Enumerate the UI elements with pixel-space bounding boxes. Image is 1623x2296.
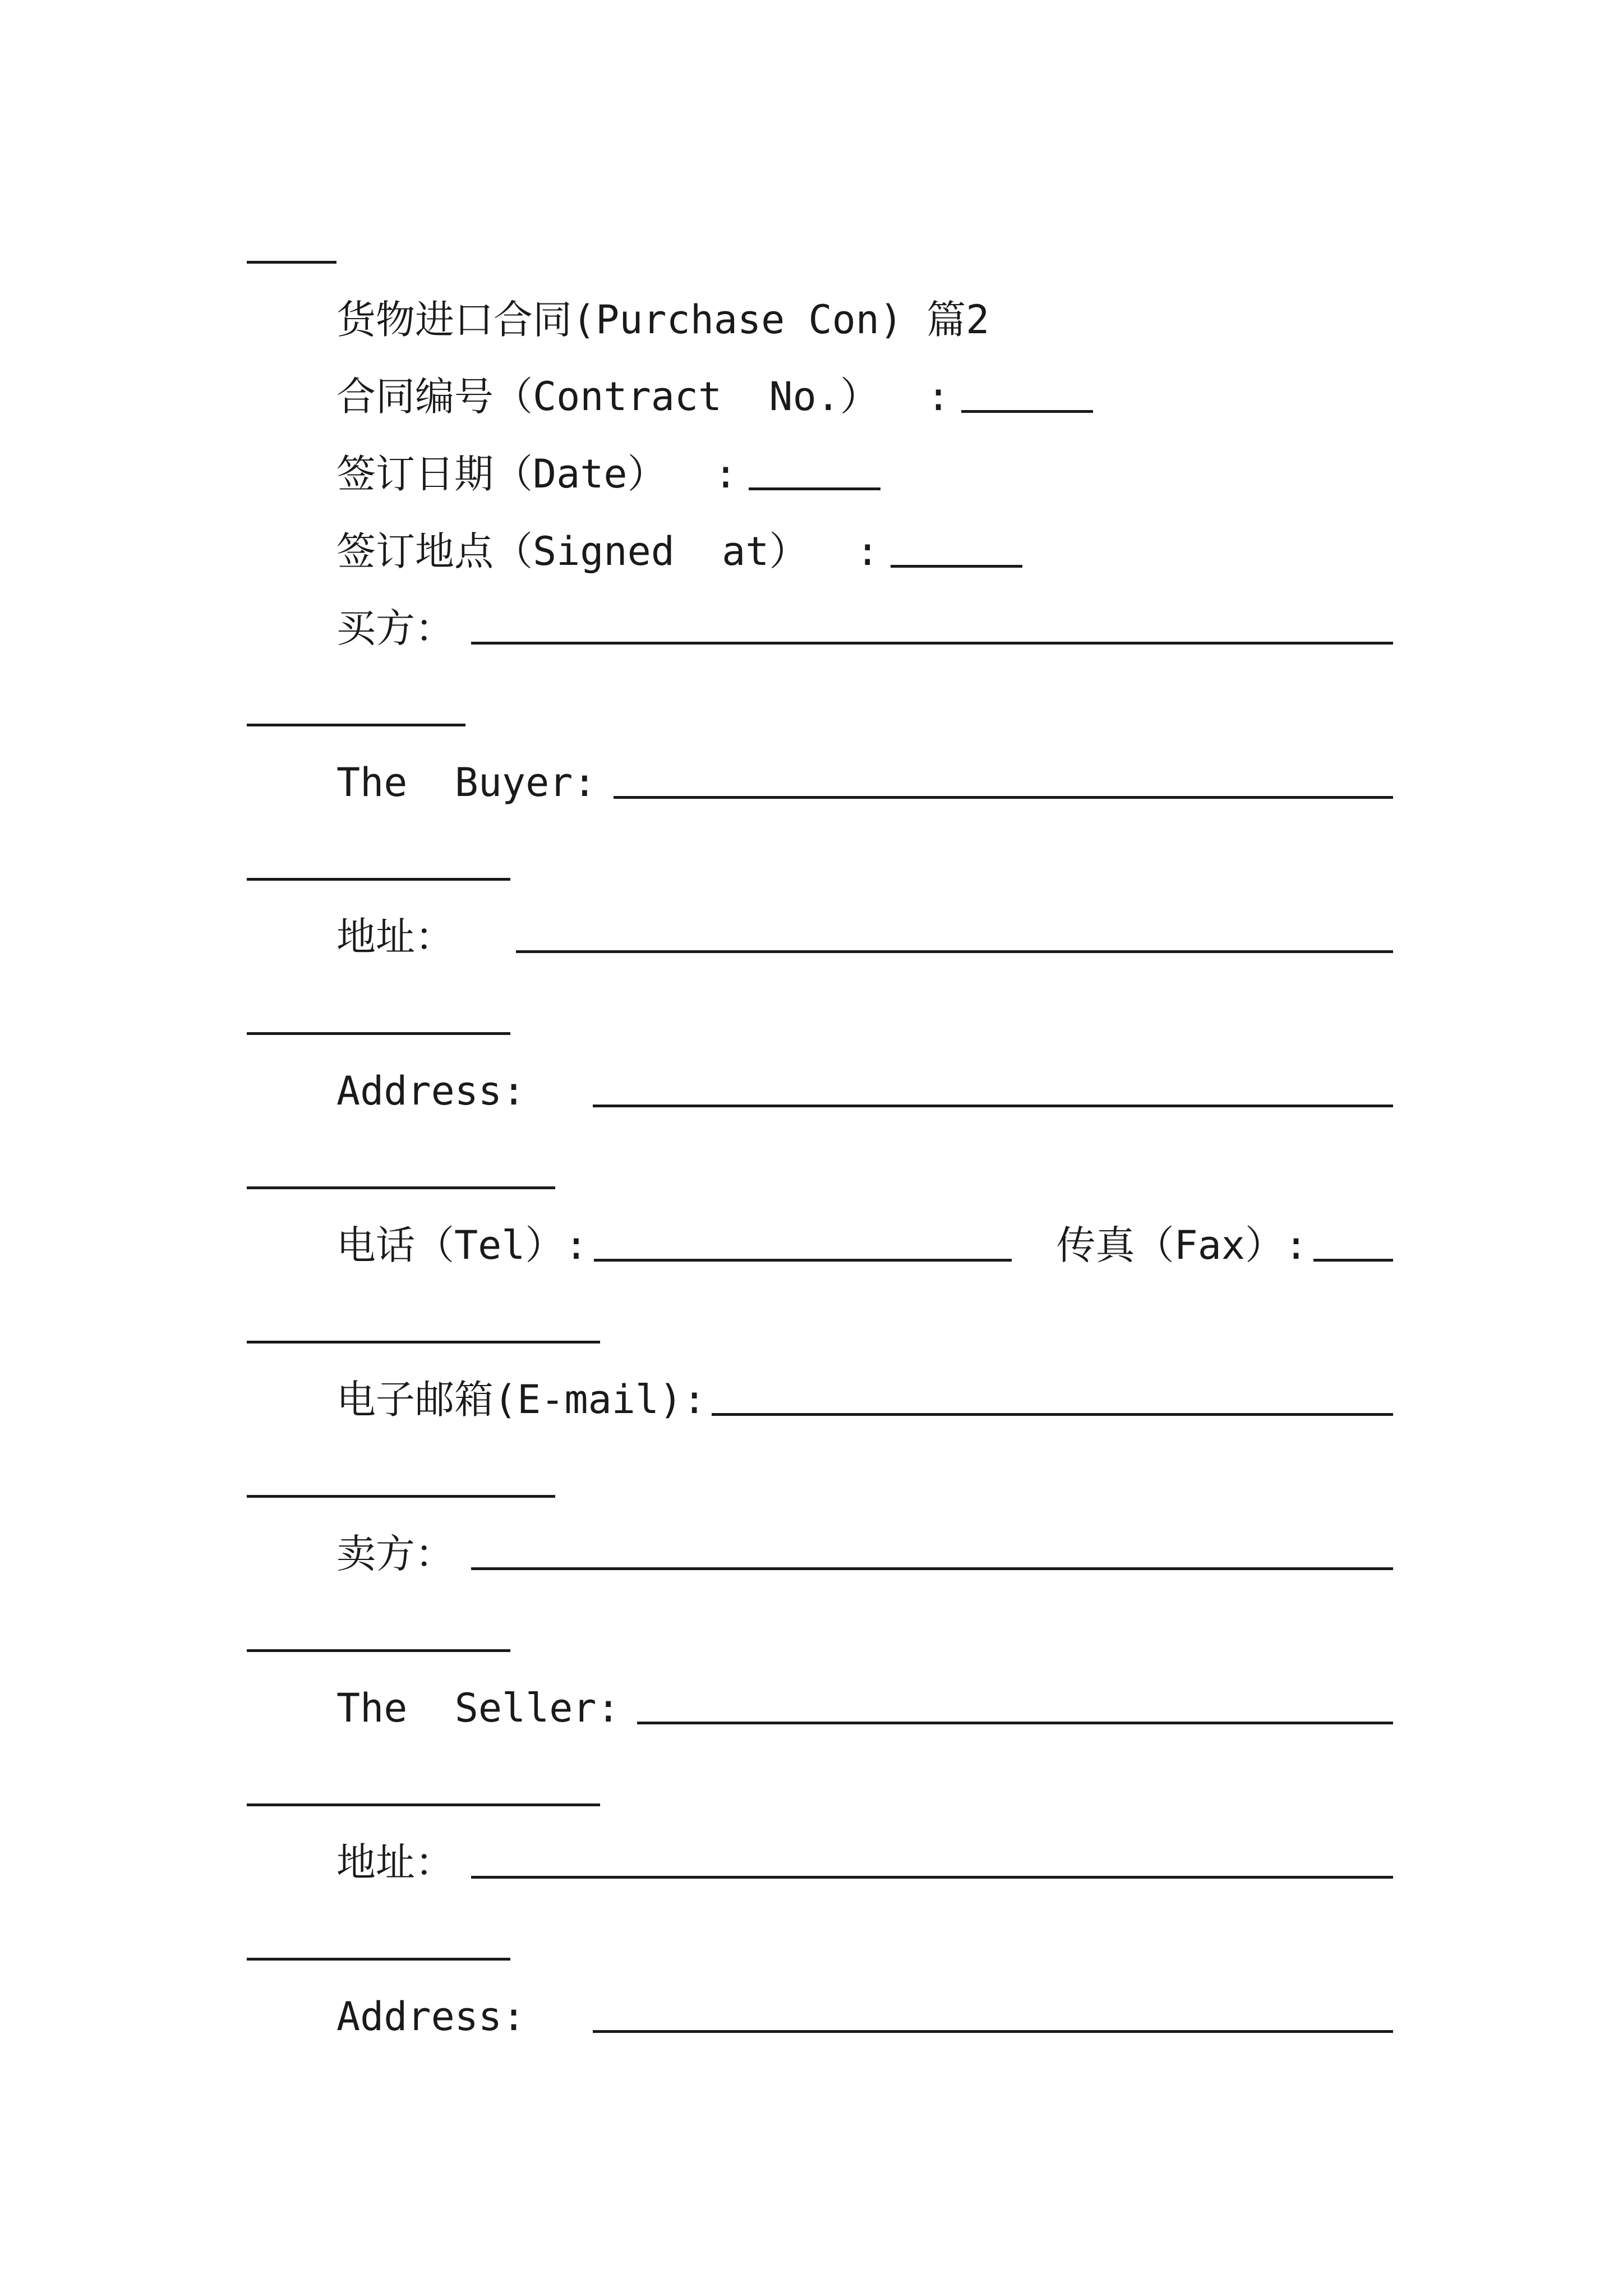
date-row — [336, 449, 880, 499]
tel-label: 电话（Tel）: — [336, 1222, 588, 1268]
seller-address-cn-row — [336, 1837, 1393, 1888]
buyer-address-cn-continuation — [247, 1032, 510, 1035]
fax-continuation — [247, 1341, 600, 1343]
email-blank[interactable] — [712, 1413, 1393, 1416]
buyer-address-cn-label: 地址： — [336, 914, 454, 960]
email-row — [336, 1374, 1393, 1425]
email-continuation — [247, 1495, 555, 1498]
buyer-en-blank[interactable] — [614, 796, 1393, 799]
email-label: 电子邮箱(E-mail): — [336, 1377, 707, 1423]
tel-blank[interactable] — [594, 1259, 1012, 1262]
buyer-cn-continuation — [247, 724, 465, 726]
buyer-address-en-row — [336, 1066, 1393, 1116]
buyer-address-en-continuation — [247, 1186, 555, 1189]
seller-address-en-row — [336, 1991, 1393, 2042]
signed-at-blank[interactable] — [891, 565, 1022, 568]
seller-en-label: The Seller: — [336, 1685, 620, 1731]
seller-address-en-blank[interactable] — [593, 2030, 1393, 2033]
seller-en-blank[interactable] — [637, 1722, 1393, 1724]
seller-en-row — [336, 1683, 1393, 1733]
buyer-en-continuation — [247, 878, 510, 881]
buyer-address-en-blank[interactable] — [593, 1105, 1393, 1107]
seller-cn-label: 卖方： — [336, 1531, 454, 1577]
buyer-cn-blank[interactable] — [471, 642, 1393, 645]
date-blank[interactable] — [749, 487, 880, 490]
signed-at-row — [336, 526, 1022, 577]
contract-no-blank[interactable] — [961, 410, 1093, 413]
buyer-cn-row — [336, 603, 1393, 654]
contract-no-row — [336, 371, 1093, 422]
document-title: 货物进口合同(Purchase Con) 篇2 — [336, 297, 990, 343]
seller-address-en-label: Address: — [336, 1994, 526, 2040]
buyer-en-row — [336, 757, 1393, 808]
seller-address-cn-continuation — [247, 1958, 510, 1961]
buyer-en-label: The Buyer: — [336, 760, 597, 806]
seller-cn-continuation — [247, 1649, 510, 1652]
signed-at-label: 签订地点（Signed at） : — [336, 528, 879, 574]
buyer-address-en-label: Address: — [336, 1068, 526, 1114]
seller-en-continuation — [247, 1803, 600, 1806]
fax-blank[interactable] — [1313, 1259, 1393, 1262]
buyer-address-cn-row — [336, 912, 1393, 962]
seller-address-cn-label: 地址： — [336, 1839, 454, 1885]
continuation-underline — [247, 261, 336, 264]
fax-label: 传真（Fax）: — [1056, 1222, 1308, 1268]
buyer-address-cn-blank[interactable] — [516, 950, 1393, 953]
seller-cn-row — [336, 1529, 1393, 1579]
date-label: 签订日期（Date） : — [336, 451, 738, 497]
seller-cn-blank[interactable] — [471, 1567, 1393, 1570]
tel-fax-row — [336, 1220, 1393, 1271]
seller-address-cn-blank[interactable] — [471, 1876, 1393, 1879]
buyer-cn-label: 买方： — [336, 605, 454, 651]
contract-no-label: 合同编号（Contract No.） : — [336, 374, 951, 420]
